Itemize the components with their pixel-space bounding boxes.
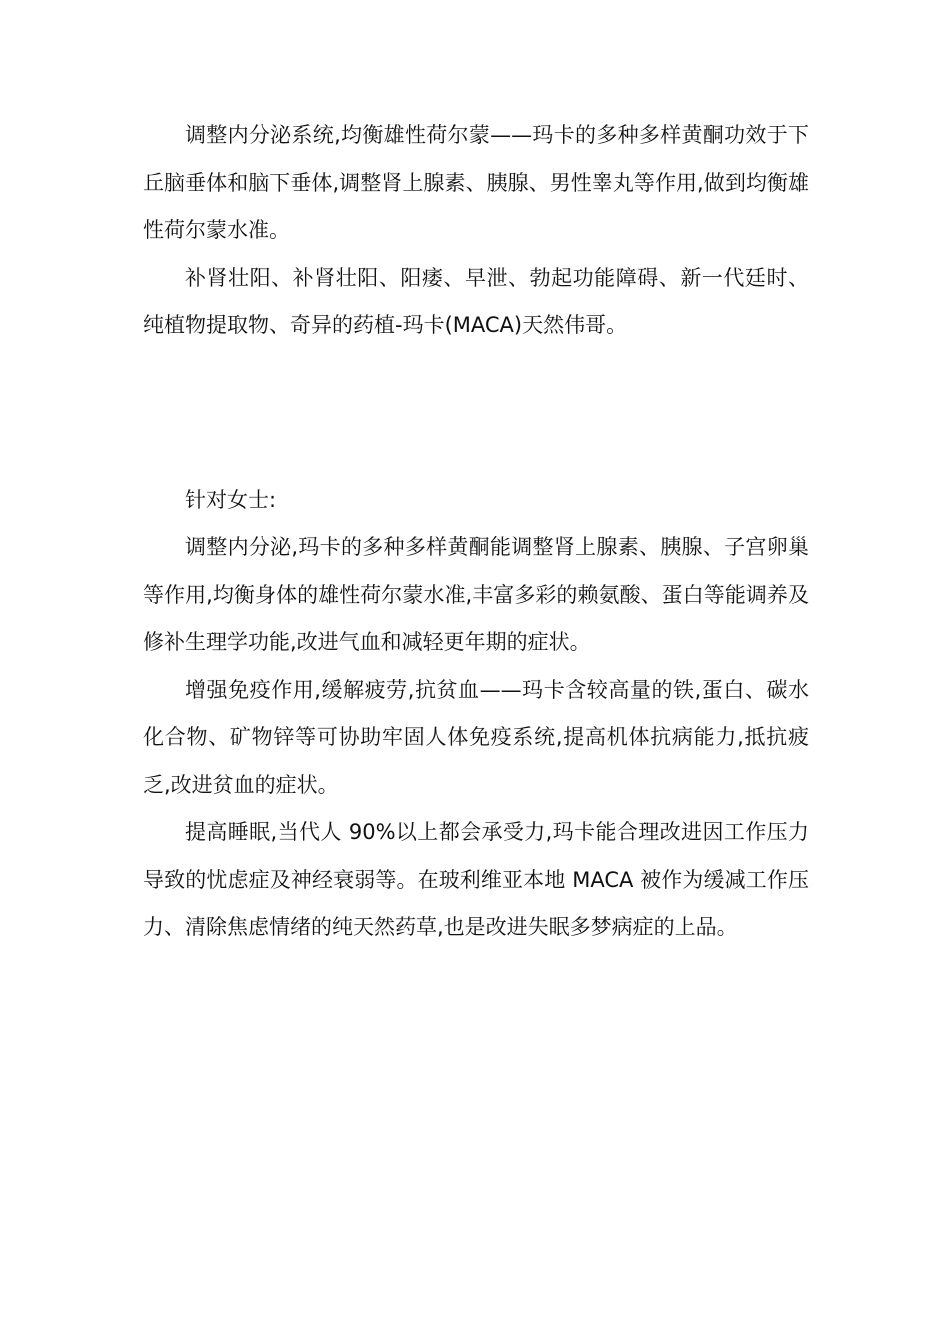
paragraph-endocrine-men: 调整内分泌系统,均衡雄性荷尔蒙——玛卡的多种多样黄酮功效于下丘脑垂体和脑下垂体,调整肾上腺素、胰腺、男性睾丸等作用,做到均衡雄性荷尔蒙水准。 xyxy=(143,123,809,242)
paragraph-sleep: 提高睡眠,当代人 90%以上都会承受力,玛卡能合理改进因工作压力导致的忧虑症及神经衰弱等。在玻利维亚本地 MACA 被作为缓减工作压力、清除焦虑情绪的纯天然药草,也是改进失眠多梦病症的上品。 xyxy=(143,820,809,939)
paragraph-kidney-yang: 补肾壮阳、补肾壮阳、阳痿、早泄、勃起功能障碍、新一代廷时、纯植物提取物、奇异的药植-玛卡(MACA)天然伟哥。 xyxy=(143,265,809,337)
section-heading-women: 针对女士: xyxy=(185,487,277,512)
paragraph-endocrine-women: 调整内分泌,玛卡的多种多样黄酮能调整肾上腺素、胰腺、子宫卵巢等作用,均衡身体的雄性荷尔蒙水准,丰富多彩的赖氨酸、蛋白等能调养及修补生理学功能,改进气血和减轻更年期的症状。 xyxy=(143,535,809,654)
document-body xyxy=(143,112,809,952)
section-spacer xyxy=(143,350,809,477)
paragraph-immunity: 增强免疫作用,缓解疲劳,抗贫血——玛卡含较高量的铁,蛋白、碳水化合物、矿物锌等可协助牢固人体免疫系统,提高机体抗病能力,抵抗疲乏,改进贫血的症状。 xyxy=(143,677,809,797)
